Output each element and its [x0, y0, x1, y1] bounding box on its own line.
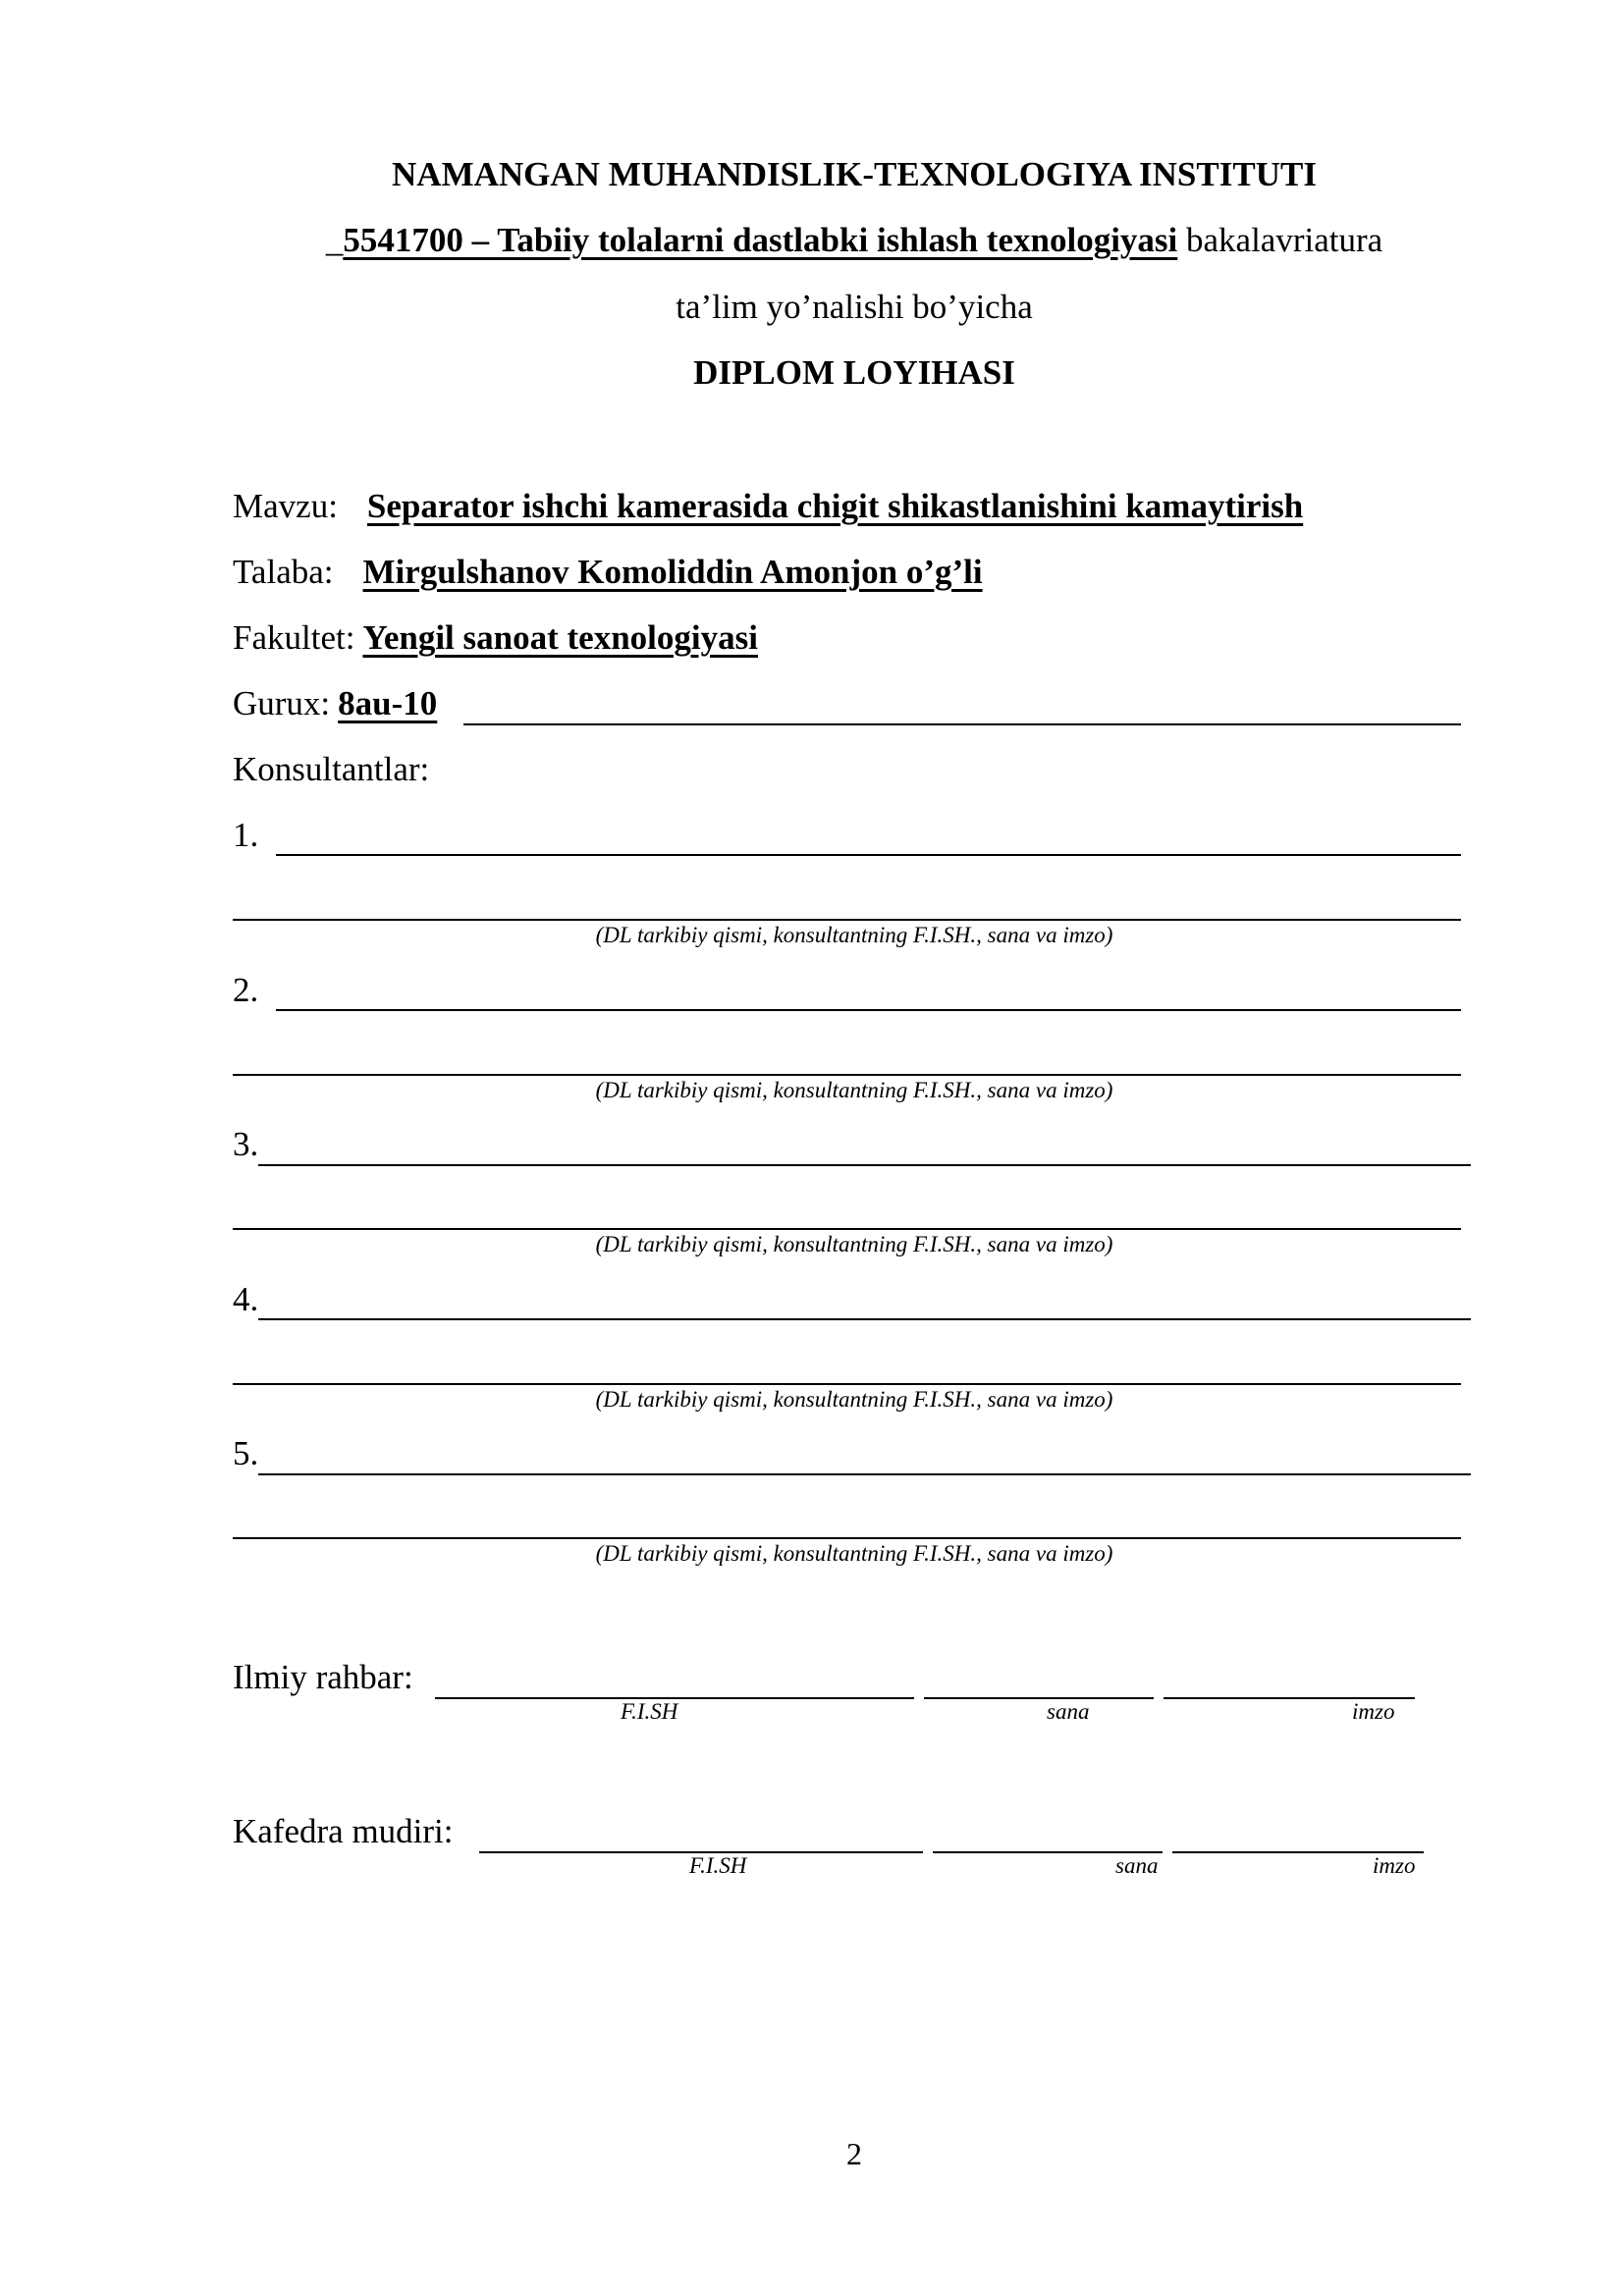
- consultants-label: Konsultantlar:: [233, 750, 430, 788]
- consultant-5-line: [258, 1473, 1471, 1475]
- topic-label: Mavzu:: [233, 487, 338, 525]
- consultant-1-line-2: [233, 919, 1461, 921]
- consultant-4-caption: (DL tarkibiy qismi, konsultantning F.I.SH., sana va imzo): [595, 1387, 1113, 1412]
- program-name: 5541700 – Tabiiy tolalarni dastlabki ishlash texnologiyasi: [343, 221, 1178, 259]
- consultant-5-caption: (DL tarkibiy qismi, konsultantning F.I.SH., sana va imzo): [595, 1541, 1113, 1566]
- consultant-1-caption: (DL tarkibiy qismi, konsultantning F.I.SH., sana va imzo): [595, 923, 1113, 947]
- consultant-5-line-2: [233, 1537, 1461, 1539]
- group-value: 8au-10: [338, 684, 438, 722]
- page-number: 2: [846, 2136, 862, 2171]
- student-field: [233, 553, 983, 592]
- consultant-2-line-2: [233, 1074, 1461, 1076]
- consultant-2-number: 2.: [233, 971, 259, 1009]
- consultant-3-caption: (DL tarkibiy qismi, konsultantning F.I.SH., sana va imzo): [595, 1232, 1113, 1256]
- consultant-4-line: [258, 1318, 1471, 1320]
- head-fish-caption: F.I.SH: [689, 1853, 747, 1878]
- consultant-3-line: [258, 1164, 1471, 1166]
- consultant-4-line-2: [233, 1383, 1461, 1385]
- direction-line: ta’lim yo’nalishi bo’yicha: [676, 288, 1033, 326]
- supervisor-sign-caption: imzo: [1352, 1699, 1395, 1724]
- consultant-1-number: 1.: [233, 816, 259, 854]
- consultant-1-line: [276, 854, 1461, 856]
- supervisor-date-caption: sana: [1047, 1699, 1090, 1724]
- program-suffix: bakalavriatura: [1177, 221, 1383, 259]
- consultant-5-number: 5.: [233, 1434, 259, 1472]
- program-line: [0, 221, 1624, 260]
- consultant-3-line-2: [233, 1228, 1461, 1230]
- consultant-4-number: 4.: [233, 1280, 259, 1318]
- group-field: [233, 684, 437, 723]
- topic-field: [233, 487, 1303, 526]
- group-label: Gurux:: [233, 684, 331, 722]
- group-underline: [463, 723, 1461, 725]
- faculty-field: [233, 618, 758, 658]
- supervisor-fish-caption: F.I.SH: [621, 1699, 678, 1724]
- head-date-caption: sana: [1115, 1853, 1159, 1878]
- consultant-2-caption: (DL tarkibiy qismi, konsultantning F.I.SH., sana va imzo): [595, 1078, 1113, 1102]
- program-prefix: _: [325, 221, 344, 259]
- supervisor-date-line: [924, 1697, 1154, 1699]
- student-label: Talaba:: [233, 553, 334, 591]
- topic-value: Separator ishchi kamerasida chigit shikastlanishini kamaytirish: [366, 487, 1304, 525]
- faculty-value: Yengil sanoat texnologiyasi: [362, 618, 758, 657]
- consultant-3-number: 3.: [233, 1125, 259, 1163]
- supervisor-label: Ilmiy rahbar:: [233, 1658, 413, 1696]
- student-value: Mirgulshanov Komoliddin Amonjon o’g’li: [362, 553, 983, 591]
- head-sign-caption: imzo: [1373, 1853, 1416, 1878]
- consultant-2-line: [276, 1009, 1461, 1011]
- department-head-label: Kafedra mudiri:: [233, 1812, 454, 1850]
- document-title: DIPLOM LOYIHASI: [693, 353, 1015, 392]
- faculty-label: Fakultet:: [233, 618, 355, 657]
- institute-name: NAMANGAN MUHANDISLIK-TEXNOLOGIYA INSTITUTI: [392, 155, 1317, 193]
